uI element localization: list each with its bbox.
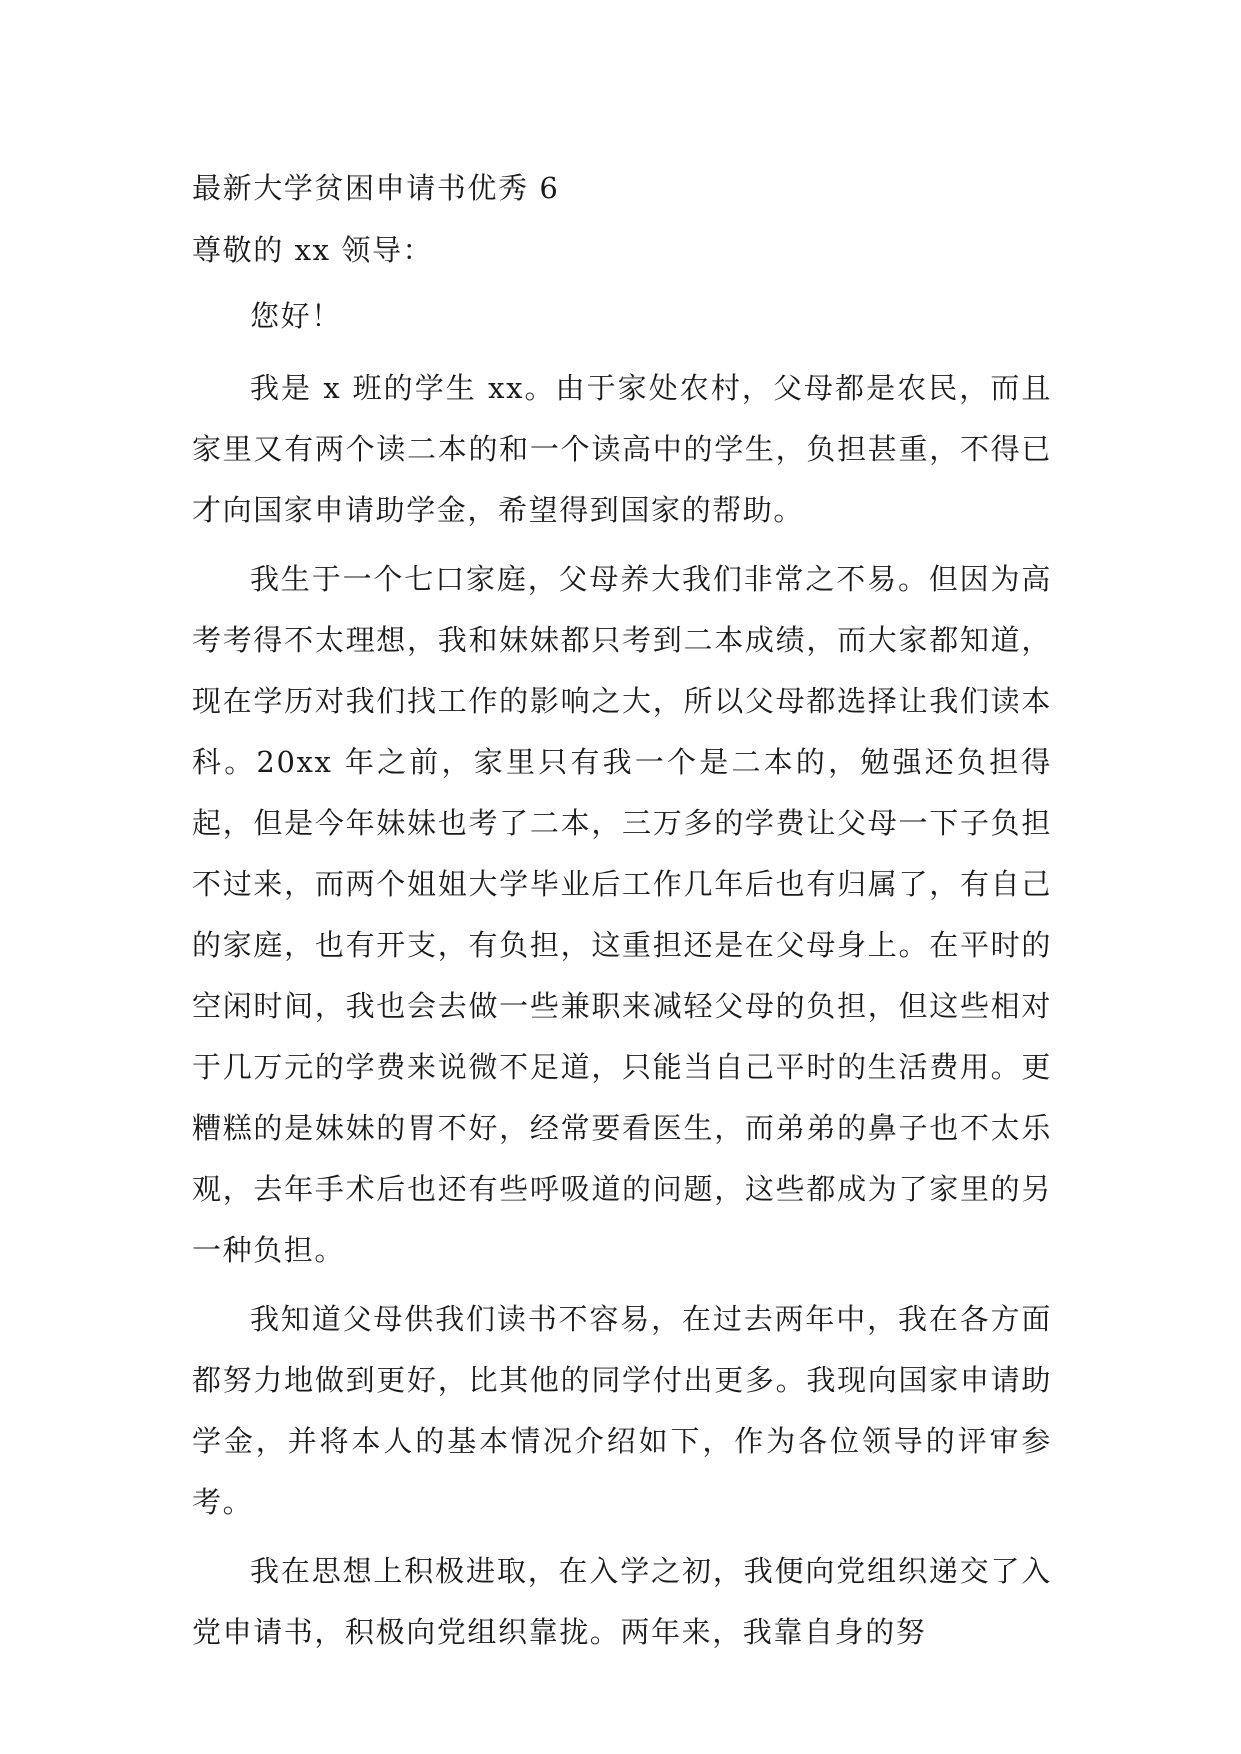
body-paragraph-3: 我知道父母供我们读书不容易，在过去两年中，我在各方面都努力地做到更好，比其他的同学付出更多。我现向国家申请助学金，并将本人的基本情况介绍如下，作为各位领导的评审参考。 <box>192 1302 1052 1519</box>
document-title: 最新大学贫困申请书优秀 6 <box>192 171 560 205</box>
body-paragraph-2: 我生于一个七口家庭，父母养大我们非常之不易。但因为高考考得不太理想，我和妹妹都只考到二本成绩，而大家都知道，现在学历对我们找工作的影响之大，所以父母都选择让我们读本科。20xx 年之前，家里只有我一个是二本的，勉强还负担得起，但是今年妹妹也考了二本，三万多的学费让父母一下子负担不过来，而两个姐姐大学毕业后工作几年后也有归属了，有自己的家庭，也有开支，有负担，这重担还是在父母身上。在平时的空闲时间，我也会去做一些兼职来减轻父母的负担，但这些相对于几万元的学费来说微不足道，只能当自己平时的生活费用。更糟糕的是妹妹的胃不好，经常要看医生，而弟弟的鼻子也不太乐观，去年手术后也还有些呼吸道的问题，这些都成为了家里的另一种负担。 <box>192 562 1052 1267</box>
document-body <box>192 162 1052 1671</box>
body-paragraph-4: 我在思想上积极进取，在入学之初，我便向党组织递交了入党申请书，积极向党组织靠拢。两年来，我靠自身的努 <box>192 1554 1052 1649</box>
body-paragraph-1: 我是 x 班的学生 xx。由于家处农村，父母都是农民，而且家里又有两个读二本的和一个读高中的学生，负担甚重，不得已才向国家申请助学金，希望得到国家的帮助。 <box>192 371 1052 527</box>
greeting: 您好！ <box>250 299 342 333</box>
salutation: 尊敬的 xx 领导： <box>192 233 434 267</box>
